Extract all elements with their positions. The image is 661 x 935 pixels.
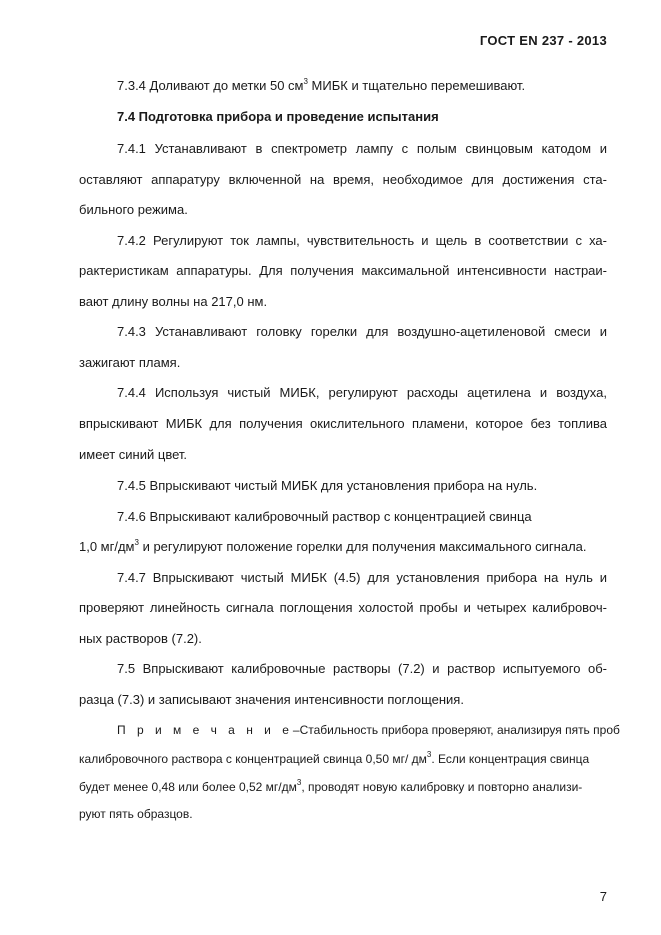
note-line: руют пять образцов. (79, 807, 193, 821)
clause-7-4-6-line: 1,0 $мг/дм^3$ и регулируют положение горелки для получения максимального сигнала. (79, 537, 587, 554)
note-dash: – (292, 723, 300, 737)
clause-7-4-1-line: оставляют аппаратуру включенной на время, необходимое для достижения ста- (79, 172, 607, 187)
note-line: калибровочного раствора с концентрацией свинца 0,50 мг/ $дм^3$. Если концентрация свинца (79, 750, 590, 766)
clause-7-4-7-line: проверяют линейность сигнала поглощения холостой пробы и четырех калибровоч- (79, 600, 607, 615)
clause-7-4-3-line: 7.4.3 Устанавливают головку горелки для воздушно-ацетиленовой смеси и (117, 324, 607, 339)
clause-7-4-6-line: 7.4.6 Впрыскивают калибровочный раствор с концентрацией свинца (117, 509, 532, 524)
clause-7-4-3-line: зажигают пламя. (79, 355, 181, 370)
clause-7-4-2-line: вают длину волны на 217,0 нм. (79, 294, 268, 309)
clause-7-3-4: 7.3.4 Доливают до метки 50 $см^3$ МИБК и тщательно перемешивают. (117, 76, 526, 93)
note-label: П р и м е ч а н и е (117, 723, 293, 737)
clause-7-4-7-line: 7.4.7 Впрыскивают чистый МИБК (4.5) для установления прибора на нуль и (117, 570, 607, 585)
clause-7-4-7-line: ных растворов (7.2). (79, 631, 202, 646)
clause-7-4-2-line: рактеристикам аппаратуры. Для получения максимальной интенсивности настраи- (79, 263, 607, 278)
note-line: будет менее 0,48 или более 0,52 $мг/дм^3$, проводят новую калибровку и повторно анализи- (79, 778, 583, 794)
page-number: 7 (599, 889, 607, 904)
clause-7-4-1-line: бильного режима. (79, 202, 188, 217)
clause-7-4-2-line: 7.4.2 Регулируют ток лампы, чувствительность и щель в соответствии с ха- (117, 233, 607, 248)
document-header: ГОСТ EN 237 - 2013 (479, 33, 607, 48)
clause-7-4-4-line: имеет синий цвет. (79, 447, 187, 462)
clause-7-4-5: 7.4.5 Впрыскивают чистый МИБК для установления прибора на нуль. (117, 478, 538, 493)
section-heading-7-4: 7.4 Подготовка прибора и проведение испытания (117, 109, 439, 124)
clause-7-5-line: 7.5 Впрыскивают калибровочные растворы (7.2) и раствор испытуемого об- (117, 661, 607, 676)
clause-7-4-4-line: 7.4.4 Используя чистый МИБК, регулируют расходы ацетилена и воздуха, (117, 385, 607, 400)
clause-7-4-1-line: 7.4.1 Устанавливают в спектрометр лампу с полым свинцовым катодом и (117, 141, 607, 156)
clause-7-5-line: разца (7.3) и записывают значения интенсивности поглощения. (79, 692, 464, 707)
clause-7-4-4-line: впрыскивают МИБК для получения окислительного пламени, которое без топлива (79, 416, 607, 431)
note-line: П р и м е ч а н и е – Стабильность прибора проверяют, анализируя пять проб (117, 723, 620, 737)
